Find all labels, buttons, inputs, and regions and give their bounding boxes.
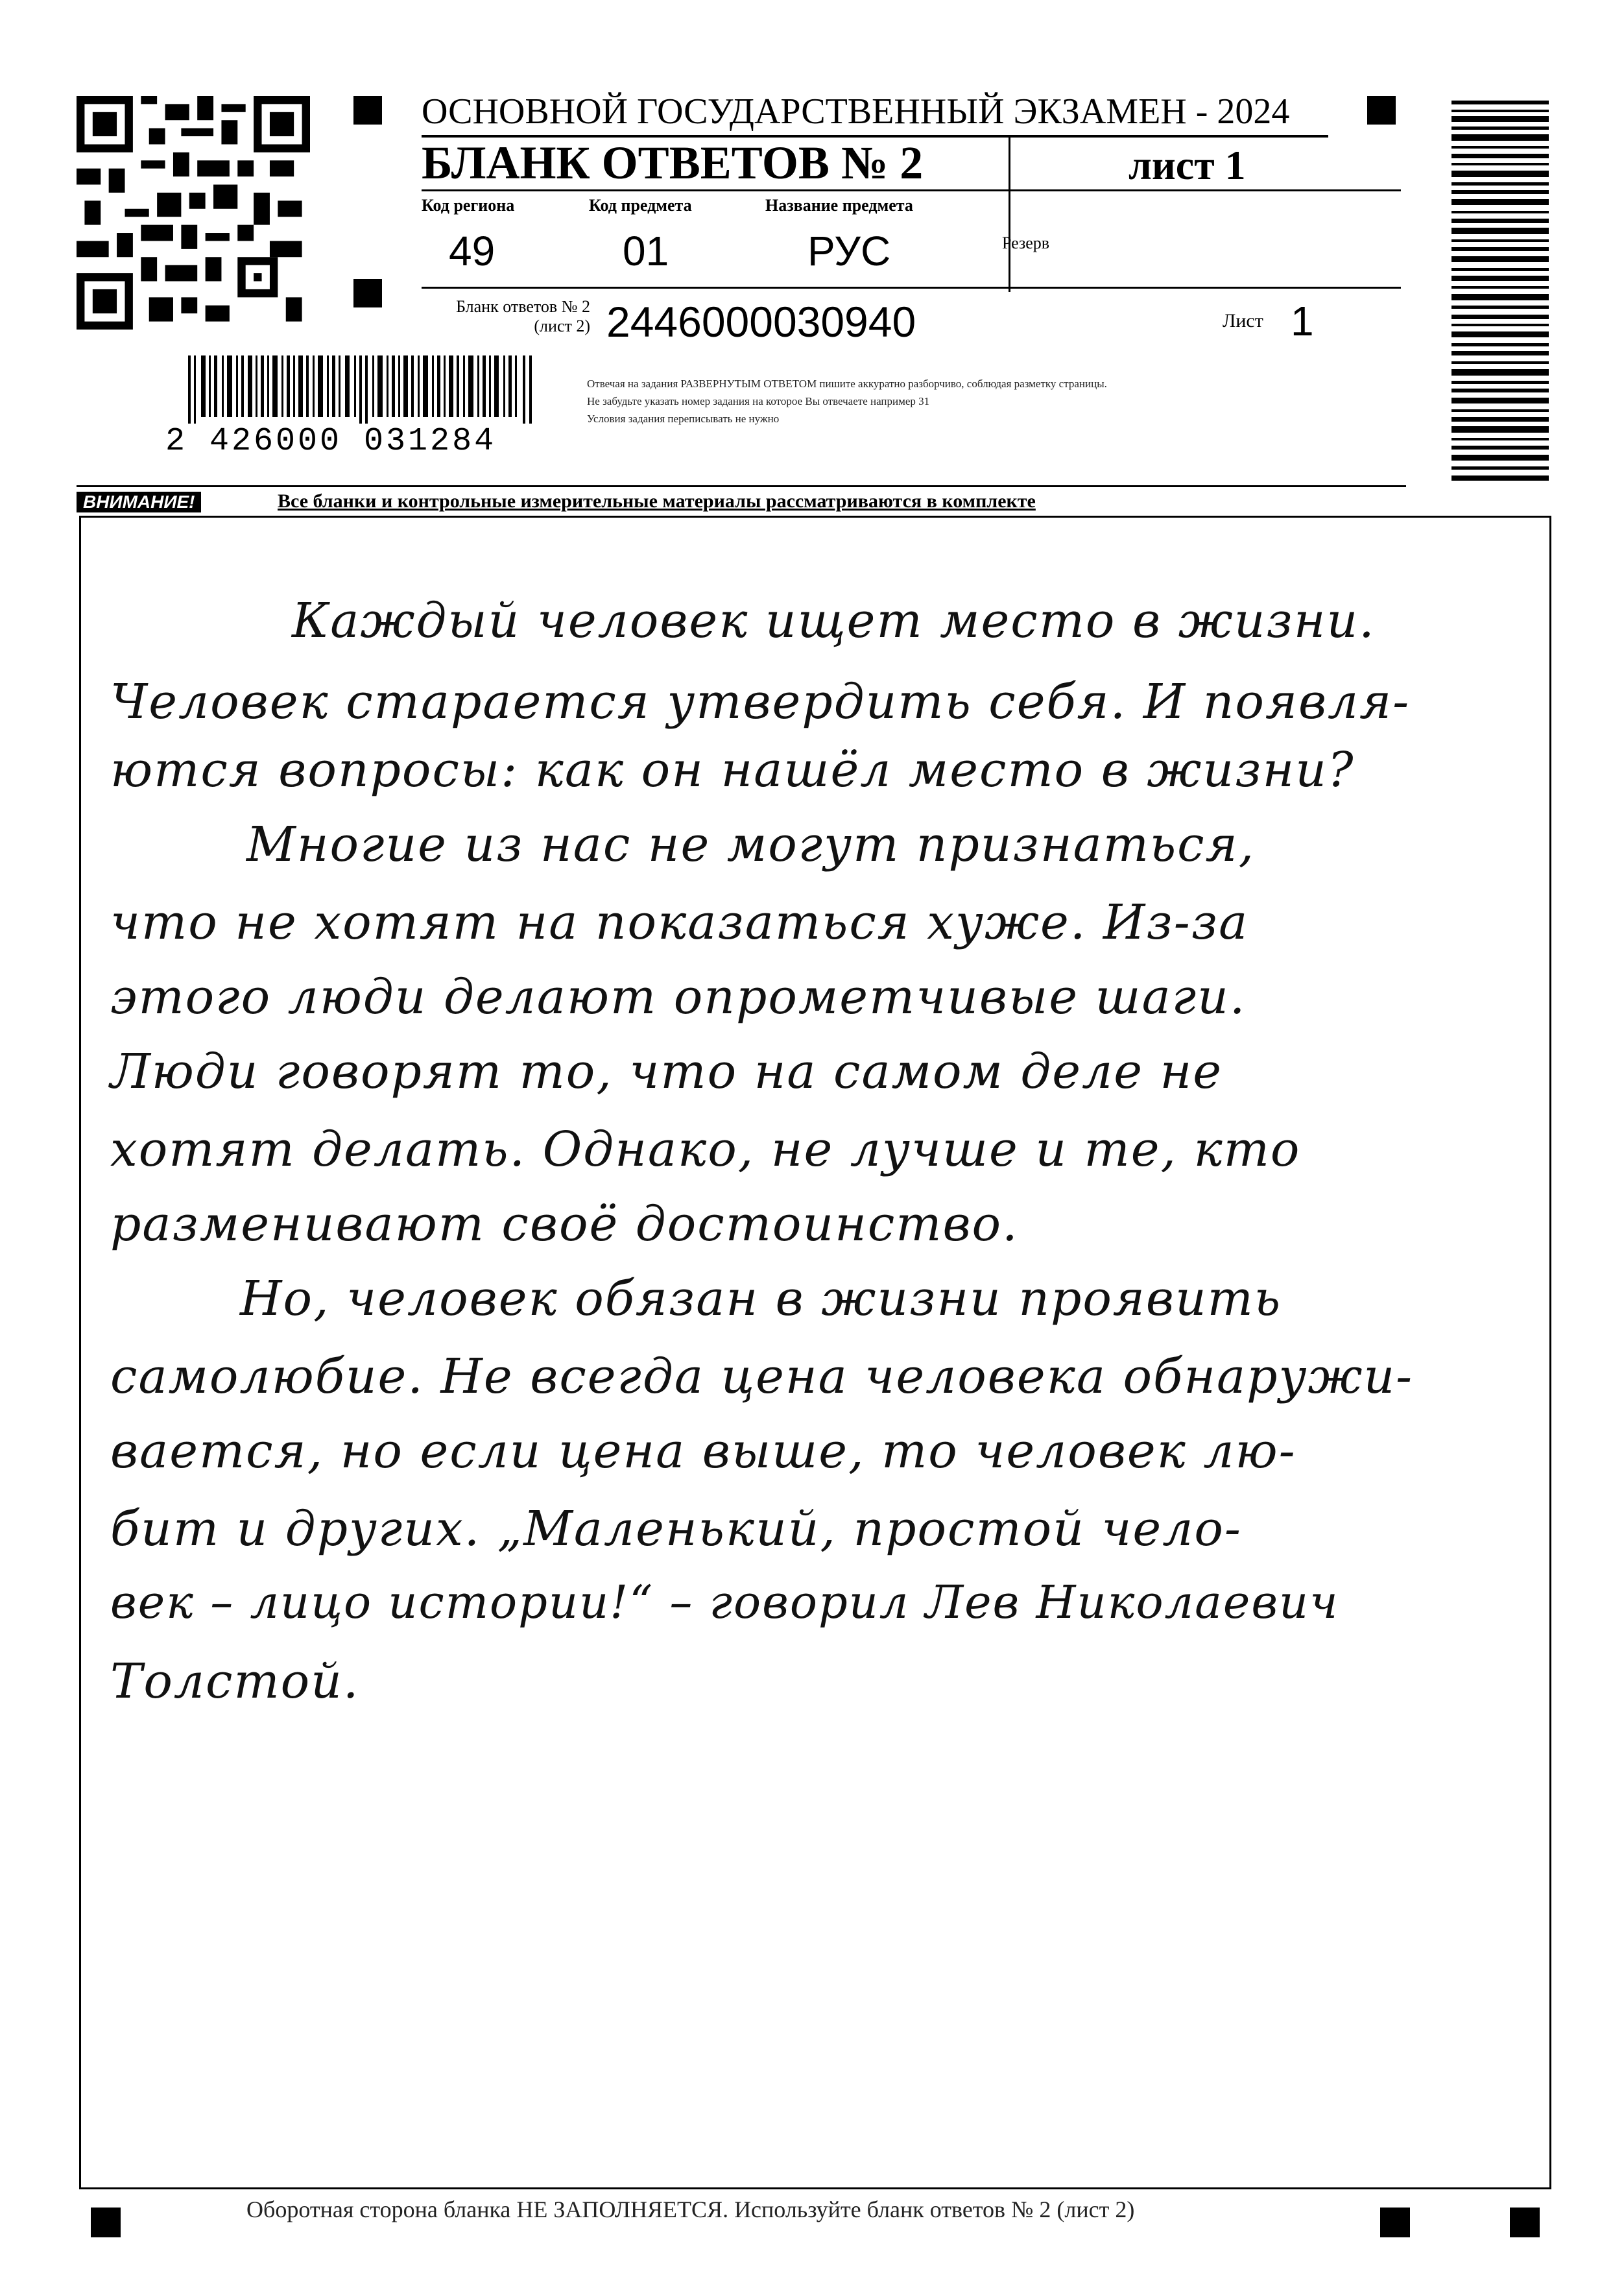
attention-text: Все бланки и контрольные измерительные материалы рассматриваются в комплекте bbox=[278, 490, 1036, 512]
qr-code-icon bbox=[77, 96, 310, 330]
form-title: БЛАНК ОТВЕТОВ № 2 bbox=[422, 137, 924, 189]
sheet-number-label: Лист bbox=[1223, 310, 1263, 331]
sheet-label: лист 1 bbox=[1128, 142, 1246, 188]
registration-marker bbox=[91, 2208, 121, 2237]
subject-code-value: 01 bbox=[623, 228, 669, 274]
form2-label bbox=[415, 297, 590, 336]
instruction-line: Условия задания переписывать не нужно bbox=[587, 413, 780, 425]
answer-line: Многие из нас не могут признаться, bbox=[246, 817, 1256, 872]
registration-marker bbox=[1510, 2208, 1540, 2237]
reserve-label: Резерв bbox=[1002, 234, 1050, 252]
answer-line: что не хотят на показаться хуже. Из-за bbox=[110, 895, 1249, 950]
answer-line: бит и других. „Маленький, простой чело- bbox=[110, 1501, 1242, 1557]
registration-marker bbox=[1367, 96, 1396, 125]
divider bbox=[422, 189, 1401, 191]
barcode-icon bbox=[188, 355, 538, 424]
answer-line: ются вопросы: как он нашёл место в жизни? bbox=[110, 742, 1355, 798]
registration-marker bbox=[353, 279, 382, 307]
divider bbox=[1009, 136, 1010, 292]
exam-title: ОСНОВНОЙ ГОСУДАРСТВЕННЫЙ ЭКЗАМЕН - 2024 bbox=[422, 91, 1290, 132]
answer-line: разменивают своё достоинство. bbox=[110, 1196, 1019, 1252]
answer-line: самолюбие. Не всегда цена человека обнаружи- bbox=[110, 1349, 1414, 1404]
instruction-line: Не забудьте указать номер задания на которое Вы отвечаете например 31 bbox=[587, 395, 930, 407]
region-code-value: 49 bbox=[449, 228, 496, 274]
registration-marker bbox=[353, 96, 382, 125]
answer-line: Люди говорят то, что на самом деле не bbox=[110, 1044, 1223, 1100]
barcode-number: 2 426000 031284 bbox=[165, 423, 497, 460]
answer-line: Толстой. bbox=[110, 1654, 360, 1709]
answer-line: Но, человек обязан в жизни проявить bbox=[240, 1271, 1282, 1327]
sheet-number-value: 1 bbox=[1291, 298, 1314, 344]
divider bbox=[422, 287, 1401, 289]
registration-marker bbox=[1380, 2208, 1410, 2237]
subject-name-value: РУС bbox=[807, 228, 891, 274]
form2-label-line2: (лист 2) bbox=[534, 317, 590, 335]
subject-name-label: Название предмета bbox=[765, 196, 913, 215]
form2-label-line1: Бланк ответов № 2 bbox=[456, 297, 590, 316]
answer-line: вается, но если цена выше, то человек лю- bbox=[110, 1423, 1296, 1479]
region-code-label: Код региона bbox=[422, 196, 515, 215]
divider bbox=[77, 485, 1406, 487]
instruction-line: Отвечая на задания РАЗВЕРНУТЫМ ОТВЕТОМ пишите аккуратно разборчиво, соблюдая разметку страницы. bbox=[587, 378, 1107, 390]
answer-line: Каждый человек ищет место в жизни. bbox=[292, 593, 1376, 649]
barcode-icon bbox=[1451, 101, 1549, 490]
answer-line: этого люди делают опрометчивые шаги. bbox=[110, 969, 1247, 1025]
answer-line: хотят делать. Однако, не лучше и те, кто bbox=[110, 1122, 1301, 1177]
answer-line: век – лицо истории!“ – говорил Лев Николаевич bbox=[110, 1576, 1339, 1629]
subject-code-label: Код предмета bbox=[589, 196, 692, 215]
answer-line: Человек старается утвердить себя. И появля- bbox=[110, 674, 1411, 730]
form2-number: 2446000030940 bbox=[606, 298, 916, 346]
attention-badge: ВНИМАНИЕ! bbox=[77, 492, 201, 512]
footer-note: Оборотная сторона бланка НЕ ЗАПОЛНЯЕТСЯ. Используйте бланк ответов № 2 (лист 2) bbox=[246, 2196, 1135, 2222]
instructions-notes bbox=[587, 375, 1404, 427]
